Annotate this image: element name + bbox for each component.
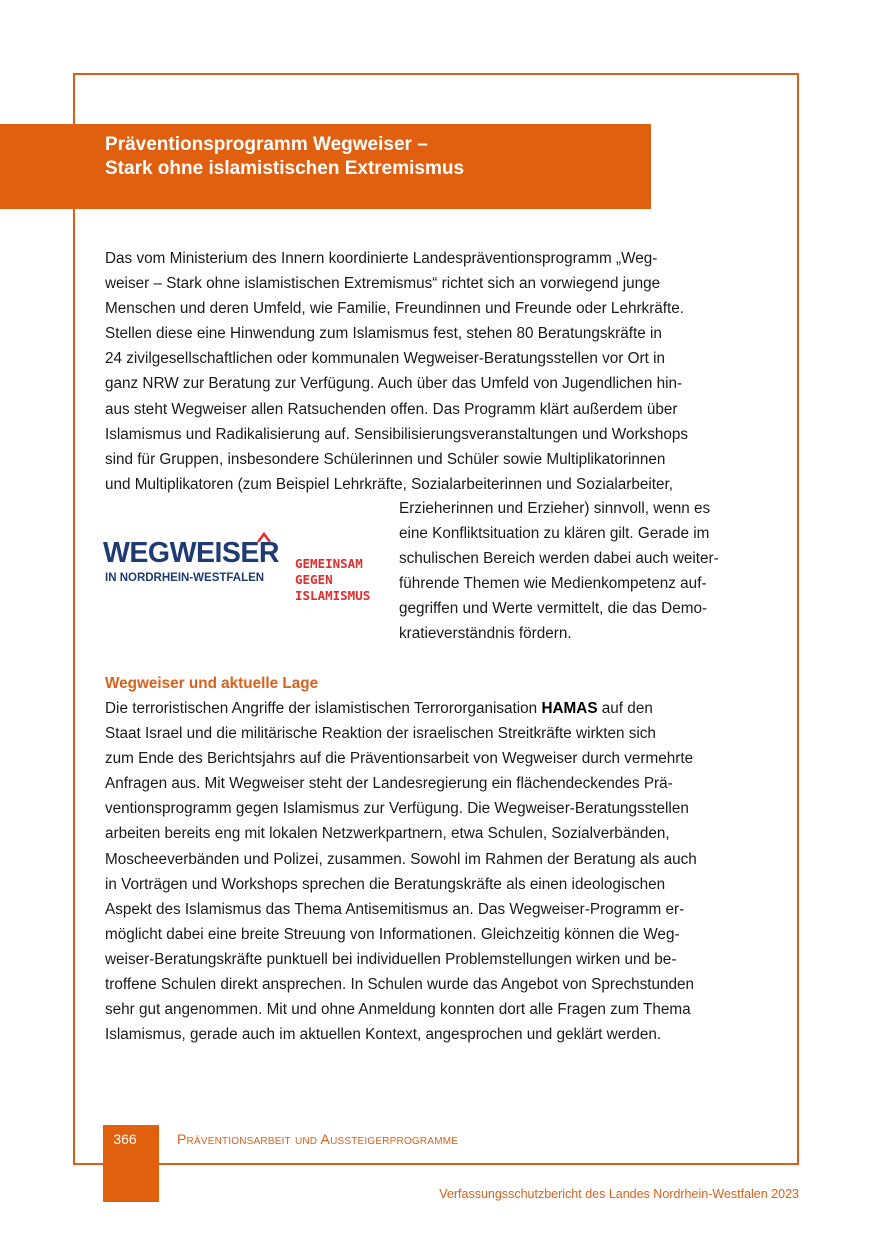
intro-line: ganz NRW zur Beratung zur Verfügung. Auch über das Umfeld von Jugendlichen hin- [105, 375, 683, 393]
intro-wrap-line: kratieverständnis fördern. [399, 625, 572, 643]
section-first-line [105, 696, 697, 721]
intro-paragraph [105, 246, 688, 497]
intro-wrap-line: schulischen Bereich werden dabei auch weiter- [399, 550, 719, 568]
title-banner [0, 124, 651, 209]
page-number: 366 [113, 1131, 137, 1147]
logo-slogan-line: GEGEN [295, 572, 333, 587]
hamas-bold: HAMAS [541, 700, 598, 717]
section-line: Aspekt des Islamismus das Thema Antisemitismus an. Das Wegweiser-Programm er- [105, 900, 685, 918]
logo-slogan [295, 556, 370, 604]
title-line-2: Stark ohne islamistischen Extremismus [105, 158, 465, 179]
intro-wrap-line: gegriffen und Werte vermittelt, die das Demo- [399, 600, 708, 618]
section-line: Anfragen aus. Mit Wegweiser steht der Landesregierung ein flächendeckendes Prä- [105, 775, 673, 793]
section-line: weiser-Beratungskräfte punktuell bei individuellen Problemstellungen wirken und be- [105, 950, 677, 968]
section-paragraph [105, 696, 697, 1047]
logo-slogan-line: ISLAMISMUS [295, 588, 371, 603]
section-line: Islamismus, gerade auch im aktuellen Kontext, angesprochen und geklärt werden. [105, 1026, 662, 1044]
section-line: in Vorträgen und Workshops sprechen die Beratungskräfte als einen ideologischen [105, 875, 666, 893]
title-line-1: Präventionsprogramm Wegweiser – [105, 134, 428, 155]
section-line: Moscheeverbänden und Polizei, zusammen. Sowohl im Rahmen der Beratung als auch [105, 850, 697, 868]
logo-slogan-line: GEMEINSAM [295, 556, 363, 571]
logo-wordmark: WEGWEISER [103, 537, 280, 569]
section-line: zum Ende des Berichtsjahrs auf die Präventionsarbeit von Wegweiser durch vermehrte [105, 750, 694, 768]
intro-line: und Multiplikatoren (zum Beispiel Lehrkräfte, Sozialarbeiterinnen und Sozialarbeiter, [105, 475, 673, 493]
intro-line: weiser – Stark ohne islamistischen Extremismus“ richtet sich an vorwiegend junge [105, 275, 661, 293]
page-number-box [103, 1125, 159, 1202]
intro-line: sind für Gruppen, insbesondere Schülerinnen und Schüler sowie Multiplikatorinnen [105, 450, 666, 468]
running-section-label: Präventionsarbeit und Aussteigerprogramme [177, 1131, 459, 1147]
intro-line: 24 zivilgesellschaftlichen oder kommunalen Wegweiser-Beratungsstellen vor Ort in [105, 350, 666, 368]
section-line: Staat Israel und die militärische Reaktion der israelischen Streitkräfte wirkten sich [105, 725, 656, 743]
intro-wrap-line: eine Konfliktsituation zu klären gilt. Gerade im [399, 525, 710, 543]
section-line: troffene Schulen direkt ansprechen. In Schulen wurde das Angebot von Sprechstunden [105, 976, 695, 994]
wegweiser-logo [103, 528, 378, 618]
first-line-after: auf den [597, 700, 653, 717]
section-line: ventionsprogramm gegen Islamismus zur Verfügung. Die Wegweiser-Beratungsstellen [105, 800, 689, 818]
intro-line: Islamismus und Radikalisierung auf. Sensibilisierungsveranstaltungen und Workshops [105, 425, 689, 443]
intro-line: Stellen diese eine Hinwendung zum Islamismus fest, stehen 80 Beratungskräfte in [105, 325, 662, 343]
intro-wrap-line: führende Themen wie Medienkompetenz auf- [399, 575, 707, 593]
section-line: sehr gut angenommen. Mit und ohne Anmeldung konnten dort alle Fragen zum Thema [105, 1001, 691, 1019]
intro-line: aus steht Wegweiser allen Ratsuchenden offen. Das Programm klärt außerdem über [105, 400, 678, 418]
report-footer: Verfassungsschutzbericht des Landes Nordrhein-Westfalen 2023 [439, 1187, 799, 1201]
page-title [105, 133, 464, 181]
section-line: arbeiten bereits eng mit lokalen Netzwerkpartnern, etwa Schulen, Sozialverbänden, [105, 825, 670, 843]
intro-line: Menschen und deren Umfeld, wie Familie, Freundinnen und Freunde oder Lehrkräfte. [105, 300, 685, 318]
first-line-before: Die terroristischen Angriffe der islamistischen Terrororganisation [105, 700, 542, 717]
logo-region: IN NORDRHEIN-WESTFALEN [105, 572, 265, 584]
intro-line: Das vom Ministerium des Innern koordinierte Landespräventionsprogramm „Weg- [105, 250, 658, 267]
intro-paragraph-wrap [399, 496, 719, 647]
section-heading: Wegweiser und aktuelle Lage [105, 675, 319, 692]
intro-wrap-line: Erzieherinnen und Erzieher) sinnvoll, wenn es [399, 500, 711, 517]
section-line: möglicht dabei eine breite Streuung von Informationen. Gleichzeitig können die Weg- [105, 925, 680, 943]
